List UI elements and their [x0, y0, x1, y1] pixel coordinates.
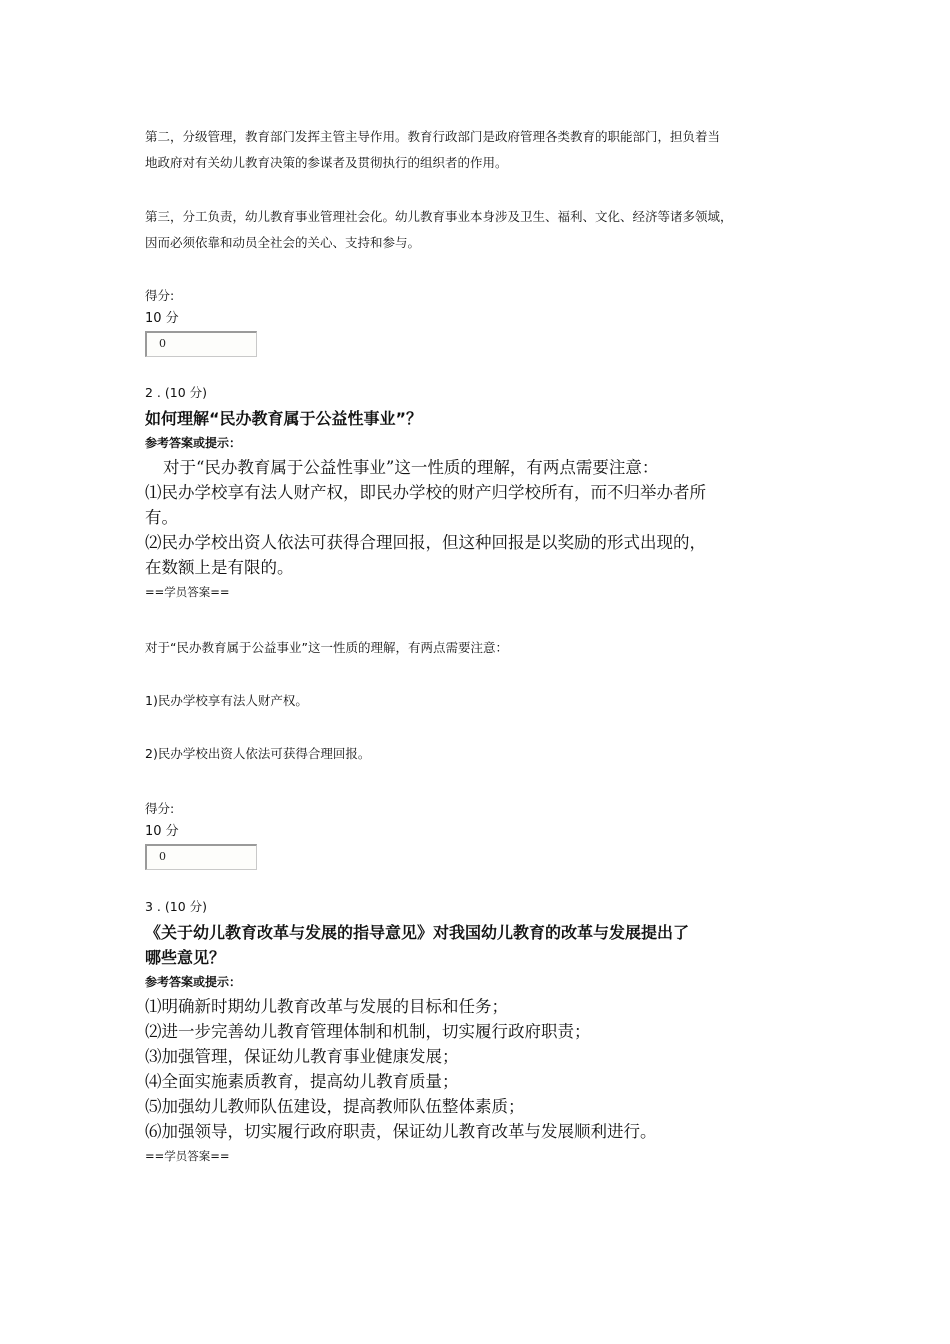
reference-line: ⑴民办学校享有法人财产权，即民办学校的财产归学校所有，而不归举办者所: [145, 483, 706, 502]
reference-line: ⑶加强管理，保证幼儿教育事业健康发展；: [145, 1047, 459, 1066]
prev-answer-line: 地政府对有关幼儿教育决策的参谋者及贯彻执行的组织者的作用。: [145, 155, 508, 170]
score-total: 10 分: [145, 824, 179, 839]
reference-line: 在数额上是有限的。: [145, 558, 294, 577]
score-input[interactable]: 0: [145, 844, 257, 870]
reference-line: ⑹加强领导，切实履行政府职责，保证幼儿教育改革与发展顺利进行。: [145, 1122, 657, 1141]
hint-label: 参考答案或提示：: [145, 975, 242, 989]
question-title: 哪些意见？: [145, 948, 226, 967]
reference-line: 有。: [145, 508, 178, 527]
reference-line: ⑷全面实施素质教育，提高幼儿教育质量；: [145, 1072, 459, 1091]
question-title: 如何理解“民办教育属于公益性事业”？: [145, 409, 423, 428]
reference-line: 对于“民办教育属于公益性事业”这一性质的理解，有两点需要注意：: [163, 458, 659, 477]
score-label: 得分:: [145, 288, 175, 303]
reference-line: ⑸加强幼儿教师队伍建设，提高教师队伍整体素质；: [145, 1097, 525, 1116]
question-number: 2 . (10 分): [145, 385, 208, 400]
score-input[interactable]: 0: [145, 331, 257, 357]
score-label: 得分:: [145, 801, 175, 816]
reference-line: ⑵民办学校出资人依法可获得合理回报，但这种回报是以奖励的形式出现的，: [145, 533, 706, 552]
reference-line: ⑵进一步完善幼儿教育管理体制和机制，切实履行政府职责；: [145, 1022, 591, 1041]
hint-label: 参考答案或提示：: [145, 436, 242, 450]
reference-line: ⑴明确新时期幼儿教育改革与发展的目标和任务；: [145, 997, 508, 1016]
student-answer-line: 1)民办学校享有法人财产权。: [145, 693, 308, 708]
question-title: 《关于幼儿教育改革与发展的指导意见》对我国幼儿教育的改革与发展提出了: [145, 923, 690, 942]
score-total: 10 分: [145, 311, 179, 326]
student-answer-marker: ==学员答案==: [145, 1149, 230, 1163]
question-number: 3 . (10 分): [145, 899, 208, 914]
prev-answer-line: 因而必须依靠和动员全社会的关心、支持和参与。: [145, 235, 421, 250]
student-answer-marker: ==学员答案==: [145, 585, 230, 599]
prev-answer-line: 第三，分工负责，幼儿教育事业管理社会化。幼儿教育事业本身涉及卫生、福利、文化、经济等诸多领域，: [145, 209, 733, 224]
prev-answer-line: 第二，分级管理，教育部门发挥主管主导作用。教育行政部门是政府管理各类教育的职能部门，担负着当: [145, 129, 721, 144]
student-answer-line: 对于“民办教育属于公益事业”这一性质的理解，有两点需要注意：: [145, 640, 508, 655]
student-answer-line: 2)民办学校出资人依法可获得合理回报。: [145, 746, 371, 761]
